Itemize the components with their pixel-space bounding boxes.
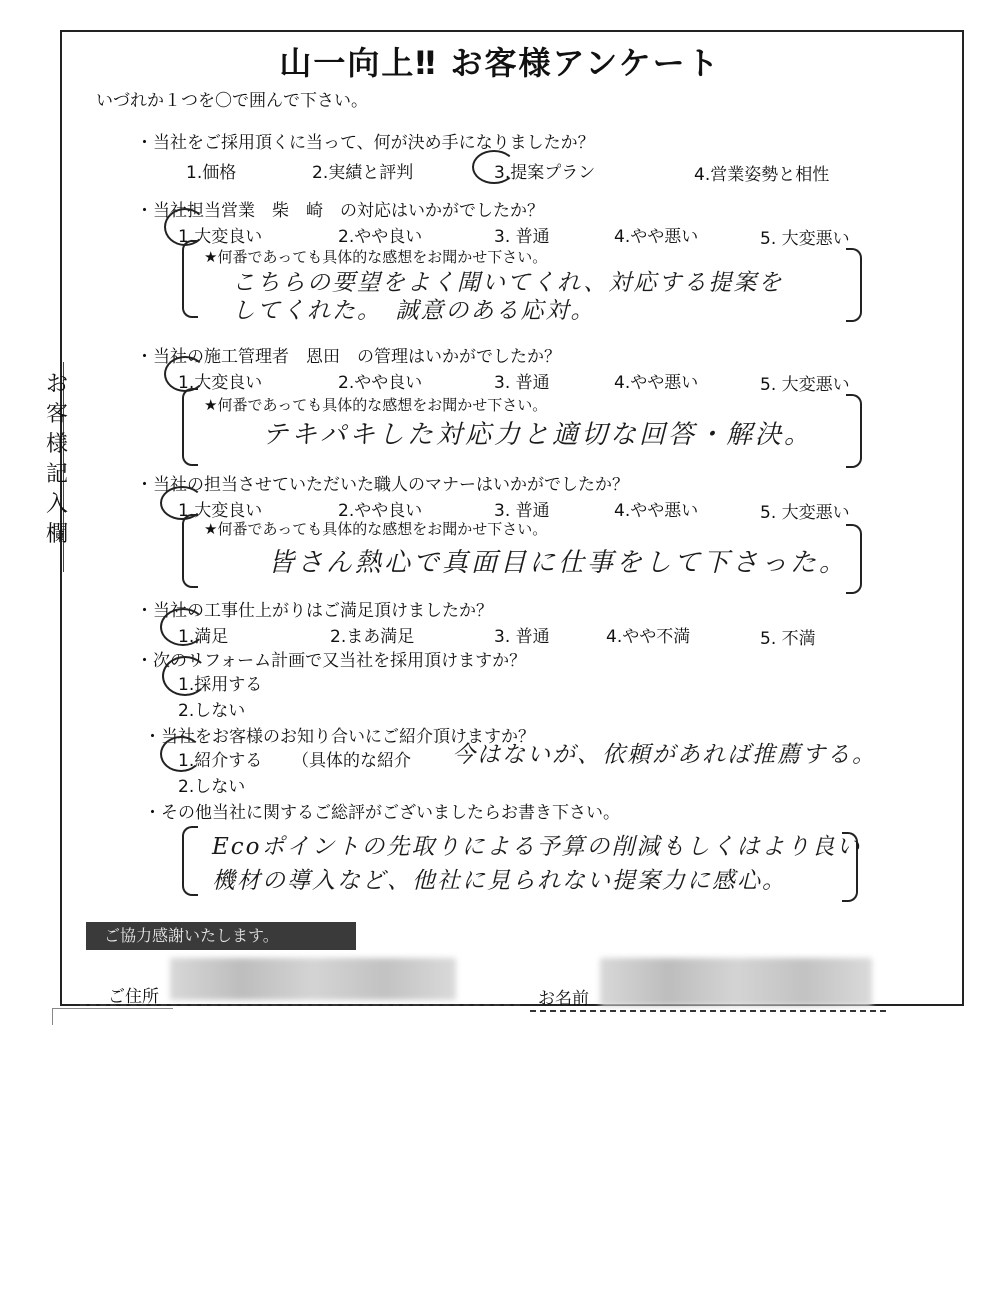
side-label-char: 記 <box>45 462 68 487</box>
comment-bracket-right <box>846 394 862 468</box>
q3-option-4[interactable]: 4.やや悪い <box>614 373 699 393</box>
page-title: 山一向上‼ お客様アンケート <box>279 44 721 82</box>
q2-option-5[interactable]: 5. 大変悪い <box>760 229 850 249</box>
q3-option-2[interactable]: 2.やや良い <box>338 373 423 393</box>
question-3: ・当社の施工管理者 恩田 の管理はいかがでしたか？ <box>136 347 561 367</box>
q3-comment-line-1: テキパキした対応力と適切な回答・解決。 <box>262 420 814 450</box>
q5-option-1[interactable]: 1.満足 <box>178 627 229 647</box>
q4-option-3[interactable]: 3. 普通 <box>494 501 550 521</box>
q5-option-5[interactable]: 5. 不満 <box>760 629 816 649</box>
q2-comment-line-1: こちらの要望をよく聞いてくれ、対応する提案を <box>232 270 784 296</box>
side-label-char: お <box>45 372 68 397</box>
question-6: ・次のリフォーム計画で又当社を採用頂けますか？ <box>136 651 527 671</box>
q8-comment-line-2: 機材の導入など、他社に見られない提案力に感心。 <box>212 868 787 894</box>
q2-option-1[interactable]: 1.大変良い <box>178 227 263 247</box>
q4-option-5[interactable]: 5. 大変悪い <box>760 503 850 523</box>
page-edge <box>52 1008 173 1025</box>
selection-circle <box>164 356 206 392</box>
q1-option-4[interactable]: 4.営業姿勢と相性 <box>694 165 830 185</box>
address-line <box>80 1004 520 1006</box>
q3-option-5[interactable]: 5. 大変悪い <box>760 375 850 395</box>
comment-bracket-right <box>846 248 862 322</box>
question-8: ・その他当社に関するご総評がございましたらお書き下さい。 <box>144 803 620 823</box>
selection-circle <box>160 736 202 772</box>
instruction-text: いづれか１つを〇で囲んで下さい。 <box>96 91 368 111</box>
address-redacted <box>170 958 456 1000</box>
q6-option-1[interactable]: 1.採用する <box>178 675 263 695</box>
side-label-char: 客 <box>45 402 68 427</box>
selection-circle <box>162 656 208 696</box>
question-7: ・当社をお客様のお知り合いにご紹介頂けますか？ <box>144 727 535 747</box>
q7-detail-label: （具体的な紹介 <box>292 751 411 771</box>
question-2: ・当社担当営業 柴 崎 の対応はいかがでしたか？ <box>136 201 544 221</box>
q7-option-2[interactable]: 2.しない <box>178 777 246 797</box>
side-label <box>40 370 74 550</box>
q4-comment-line-1: 皆さん熱心で真面目に仕事をして下さった。 <box>268 548 849 578</box>
q2-option-4[interactable]: 4.やや悪い <box>614 227 699 247</box>
q1-option-3[interactable]: 3.提案プラン <box>494 163 596 183</box>
question-1: ・当社をご採用頂くに当って、何が決め手になりましたか？ <box>136 133 595 153</box>
side-label-char: 欄 <box>45 522 68 547</box>
question-5: ・当社の工事仕上がりはご満足頂けましたか？ <box>136 601 493 621</box>
q1-option-2[interactable]: 2.実績と評判 <box>312 163 414 183</box>
selection-circle <box>472 150 516 184</box>
q3-option-3[interactable]: 3. 普通 <box>494 373 550 393</box>
name-line <box>530 1010 886 1012</box>
q2-option-2[interactable]: 2.やや良い <box>338 227 423 247</box>
q6-option-2[interactable]: 2.しない <box>178 701 246 721</box>
q8-comment-line-1: Ecoポイントの先取りによる予算の削減もしくはより良い <box>212 834 862 860</box>
q4-note: ★何番であっても具体的な感想をお聞かせ下さい。 <box>204 520 548 538</box>
thanks-banner: ご協力感謝いたします。 <box>86 922 356 950</box>
selection-circle <box>164 208 206 246</box>
question-4: ・当社の担当させていただいた職人のマナーはいかがでしたか？ <box>136 475 629 495</box>
q3-option-1[interactable]: 1.大変良い <box>178 373 263 393</box>
name-redacted <box>600 958 872 1006</box>
name-label: お名前 <box>538 989 589 1009</box>
q4-option-2[interactable]: 2.やや良い <box>338 501 423 521</box>
selection-circle <box>160 608 206 646</box>
q2-option-3[interactable]: 3. 普通 <box>494 227 550 247</box>
comment-bracket-left <box>182 388 198 466</box>
q1-option-1[interactable]: 1.価格 <box>186 163 237 183</box>
comment-bracket-left <box>182 514 198 588</box>
q5-option-2[interactable]: 2.まあ満足 <box>330 627 415 647</box>
q5-option-3[interactable]: 3. 普通 <box>494 627 550 647</box>
q2-comment-line-2: してくれた。 誠意のある応対。 <box>232 298 596 324</box>
q4-option-4[interactable]: 4.やや悪い <box>614 501 699 521</box>
q7-detail-value: 今はないが、依頼があれば推薦する。 <box>452 742 877 768</box>
comment-bracket-left <box>182 826 198 896</box>
q2-note: ★何番であっても具体的な感想をお聞かせ下さい。 <box>204 248 548 266</box>
side-label-char: 様 <box>45 432 68 457</box>
q4-option-1[interactable]: 1.大変良い <box>178 501 263 521</box>
q3-note: ★何番であっても具体的な感想をお聞かせ下さい。 <box>204 396 548 414</box>
address-label: ご住所 <box>108 987 159 1007</box>
q7-option-1[interactable]: 1.紹介する <box>178 751 263 771</box>
q5-option-4[interactable]: 4.やや不満 <box>606 627 691 647</box>
comment-bracket-left <box>182 240 198 318</box>
comment-bracket-right <box>846 524 862 594</box>
side-label-char: 入 <box>45 492 68 517</box>
